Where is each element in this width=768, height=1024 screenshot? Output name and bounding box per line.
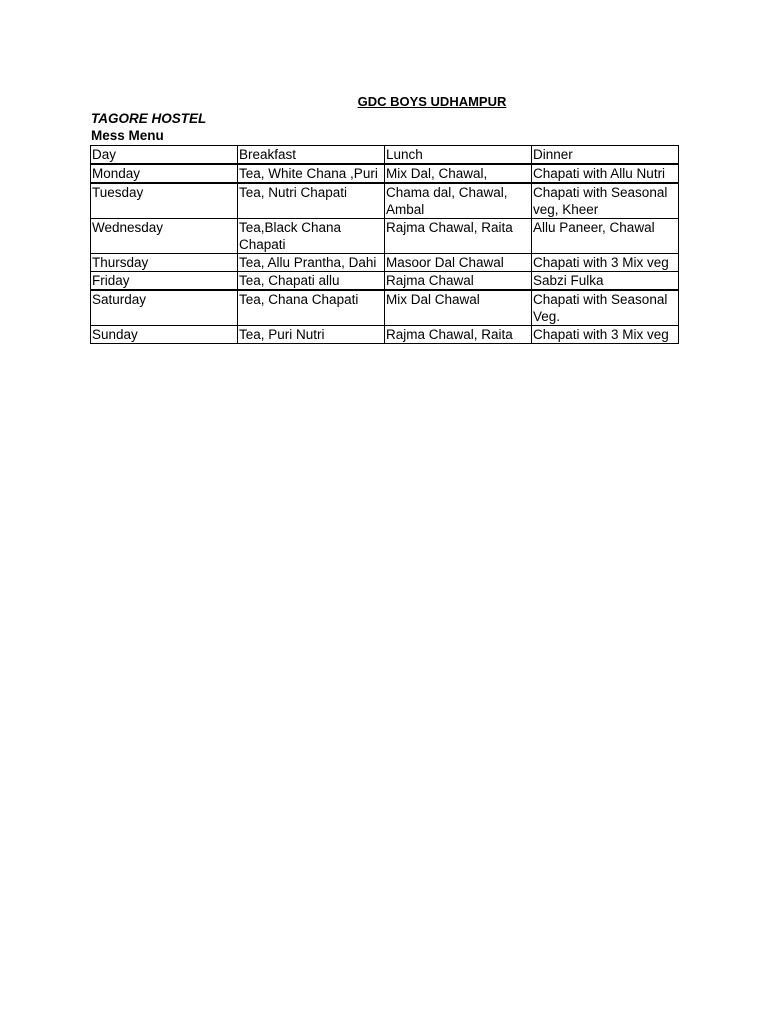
table-row bbox=[91, 272, 679, 291]
table-row bbox=[91, 326, 679, 344]
day-cell: Tuesday bbox=[91, 183, 238, 219]
breakfast-cell: Tea, Puri Nutri bbox=[238, 326, 385, 344]
lunch-cell: Mix Dal Chawal bbox=[385, 290, 532, 326]
dinner-cell: Chapati with 3 Mix veg bbox=[532, 254, 679, 272]
day-cell: Saturday bbox=[91, 290, 238, 326]
table-row bbox=[91, 183, 679, 219]
day-cell: Monday bbox=[91, 164, 238, 183]
table-header-row bbox=[91, 146, 679, 165]
header-cell-day: Day bbox=[91, 146, 238, 165]
breakfast-cell: Tea, Nutri Chapati bbox=[238, 183, 385, 219]
lunch-cell: Mix Dal, Chawal, bbox=[385, 164, 532, 183]
document-title: GDC BOYS UDHAMPUR bbox=[357, 94, 507, 109]
day-cell: Thursday bbox=[91, 254, 238, 272]
breakfast-cell: Tea, White Chana ,Puri bbox=[238, 164, 385, 183]
table-row bbox=[91, 219, 679, 254]
breakfast-cell: Tea, Chapati allu bbox=[238, 272, 385, 291]
day-cell: Friday bbox=[91, 272, 238, 291]
dinner-cell: Chapati with 3 Mix veg bbox=[532, 326, 679, 344]
dinner-cell: Allu Paneer, Chawal bbox=[532, 219, 679, 254]
lunch-cell: Rajma Chawal, Raita bbox=[385, 219, 532, 254]
table-row bbox=[91, 164, 679, 183]
header-cell-dinner: Dinner bbox=[532, 146, 679, 165]
lunch-cell: Rajma Chawal, Raita bbox=[385, 326, 532, 344]
hostel-name: TAGORE HOSTEL bbox=[91, 111, 207, 126]
header-cell-lunch: Lunch bbox=[385, 146, 532, 165]
day-cell: Sunday bbox=[91, 326, 238, 344]
header-cell-breakfast: Breakfast bbox=[238, 146, 385, 165]
dinner-cell: Chapati with Seasonal Veg. bbox=[532, 290, 679, 326]
table-row bbox=[91, 254, 679, 272]
lunch-cell: Masoor Dal Chawal bbox=[385, 254, 532, 272]
dinner-cell: Chapati with Allu Nutri bbox=[532, 164, 679, 183]
breakfast-cell: Tea, Chana Chapati bbox=[238, 290, 385, 326]
dinner-cell: Sabzi Fulka bbox=[532, 272, 679, 291]
table-row bbox=[91, 290, 679, 326]
breakfast-cell: Tea, Allu Prantha, Dahi bbox=[238, 254, 385, 272]
breakfast-cell: Tea,Black Chana Chapati bbox=[238, 219, 385, 254]
mess-menu-table bbox=[90, 145, 679, 344]
mess-menu-label: Mess Menu bbox=[91, 128, 164, 143]
dinner-cell: Chapati with Seasonal veg, Kheer bbox=[532, 183, 679, 219]
lunch-cell: Rajma Chawal bbox=[385, 272, 532, 291]
day-cell: Wednesday bbox=[91, 219, 238, 254]
lunch-cell: Chama dal, Chawal, Ambal bbox=[385, 183, 532, 219]
